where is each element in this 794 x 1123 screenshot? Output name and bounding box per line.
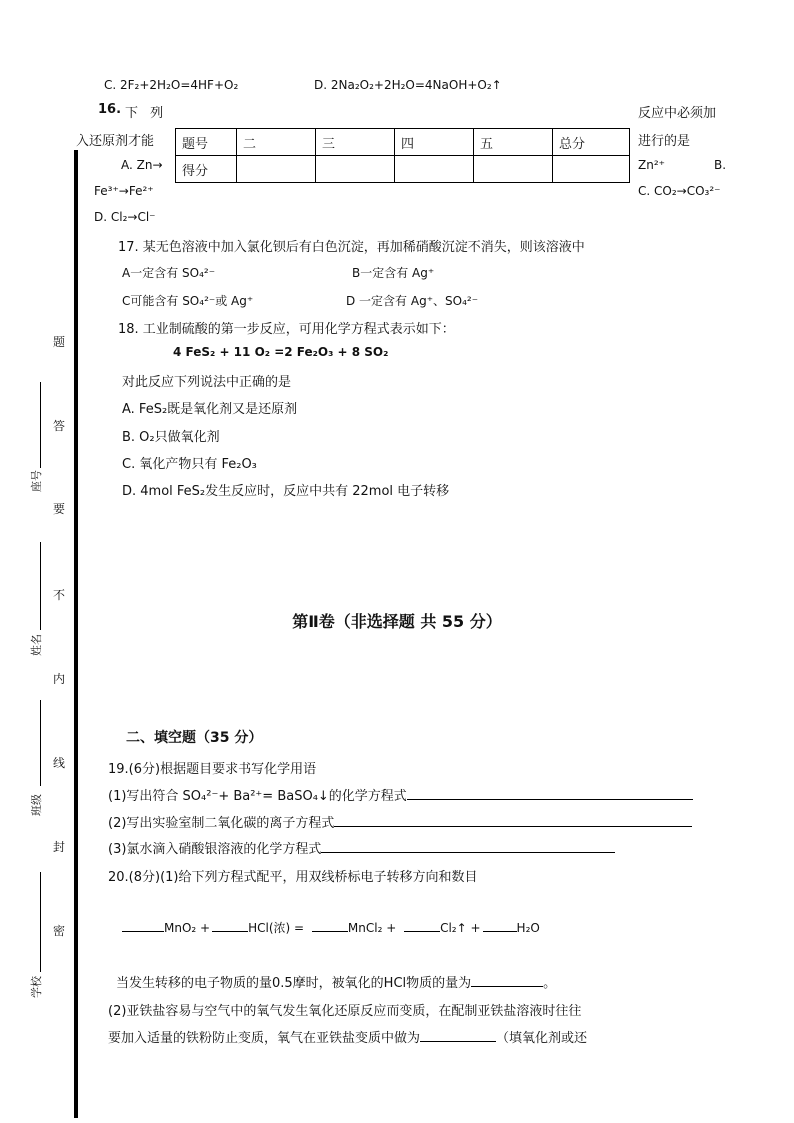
q20-part1-answer-line[interactable] [471,974,543,987]
score-table-cell: 总分 [553,129,630,156]
q16-option-c: C. CO₂→CO₃²⁻ [638,184,721,198]
q16-option-b-label: B. [714,158,727,172]
q16-stem-right2: 进行的是 [638,134,691,149]
q18-option-c: C. 氧化产物只有 Fe₂O₃ [122,457,257,472]
q20-part2-end: （填氧化剂或还 [496,1031,588,1046]
coef-blank[interactable] [122,919,164,932]
q19-part3-answer-line[interactable] [321,840,615,853]
seal-char: 不 [52,588,65,602]
score-entry-cell[interactable] [395,156,474,183]
q20-part2-line2 [108,1027,587,1046]
q18-option-b: B. O₂只做氧化剂 [122,430,220,445]
coef-blank[interactable] [212,919,248,932]
seal-char: 要 [52,502,65,516]
q17-option-a: A一定含有 SO₄²⁻ [122,266,216,280]
q19-part2-text: (2)写出实验室制二氧化碳的离子方程式 [108,816,335,831]
q17-option-c: C可能含有 SO₄²⁻或 Ag⁺ [122,294,254,308]
q20-equation [122,919,540,936]
seat-number-label: 座号 [30,470,43,492]
eq-term: Cl₂↑ + [440,921,481,935]
coef-blank[interactable] [483,919,517,932]
q20-part2-line1: (2)亚铁盐容易与空气中的氧气发生氧化还原反应而变质，在配制亚铁盐溶液时往往 [108,1004,582,1019]
score-table-cell: 题号 [176,129,237,156]
section-title: 第Ⅱ卷（非选择题 共 55 分） [292,612,502,631]
score-entry-cell[interactable] [316,156,395,183]
score-table-cell: 得分 [176,156,237,183]
score-entry-cell[interactable] [474,156,553,183]
q16-number: 16. [98,102,122,117]
q16-option-d: D. Cl₂→Cl⁻ [94,210,156,224]
seal-char: 内 [52,672,65,686]
q17-stem: 17. 某无色溶液中加入氯化钡后有白色沉淀，再加稀硝酸沉淀不消失，则该溶液中 [118,240,585,255]
q20-part1-text: 当发生转移的电子物质的量0.5摩时，被氧化的HCl物质的量为 [116,976,472,991]
q17-option-b: B一定含有 Ag⁺ [352,266,435,280]
q20-part2-text: 要加入适量的铁粉防止变质，氧气在亚铁盐变质中做为 [108,1031,421,1046]
seal-char: 封 [52,840,65,854]
seal-char: 题 [52,335,65,349]
name-label: 姓名 [30,634,43,656]
class-label: 班级 [30,794,43,816]
score-table-cell: 三 [316,129,395,156]
school-label: 学校 [30,976,43,998]
q16-option-a: A. Zn→ [121,158,163,172]
q15-option-d: D. 2Na₂O₂+2H₂O=4NaOH+O₂↑ [314,78,502,92]
q18-equation: 4 FeS₂ + 11 O₂ =2 Fe₂O₃ + 8 SO₂ [173,345,389,359]
q20-part1-question [116,972,556,991]
score-entry-cell[interactable] [553,156,630,183]
q19-part3-text: (3)氯水滴入硝酸银溶液的化学方程式 [108,842,322,857]
q18-option-a: A. FeS₂既是氧化剂又是还原剂 [122,402,298,417]
binding-line [74,150,78,1118]
part2-heading: 二、填空题（35 分） [126,730,263,746]
eq-term: MnO₂ + [164,921,211,935]
q20-part1-end: 。 [543,976,557,991]
q17-option-d: D 一定含有 Ag⁺、SO₄²⁻ [346,294,479,308]
q20-stem: 20.(8分)(1)给下列方程式配平，用双线桥标电子转移方向和数目 [108,870,478,885]
score-entry-cell[interactable] [237,156,316,183]
q16-stem-start: 下 列 [125,106,168,121]
seal-char: 线 [52,756,65,770]
class-line[interactable] [40,700,41,786]
q18-prompt: 对此反应下列说法中正确的是 [122,375,292,390]
q18-stem: 18. 工业制硫酸的第一步反应，可用化学方程式表示如下： [118,322,455,337]
score-table-header-row [176,129,630,156]
coef-blank[interactable] [404,919,440,932]
q19-part1-answer-line[interactable] [407,787,693,800]
school-line[interactable] [40,872,41,972]
seal-char: 密 [52,924,65,938]
q18-option-d: D. 4mol FeS₂发生反应时，反应中共有 22mol 电子转移 [122,484,450,499]
q19-part2 [108,812,692,831]
seat-number-line[interactable] [40,382,41,468]
q20-part2-answer-line[interactable] [420,1029,496,1042]
q19-part1 [108,785,693,804]
q16-option-a-product: Zn²⁺ [638,158,665,172]
q19-part1-text: (1)写出符合 SO₄²⁻+ Ba²⁺= BaSO₄↓的化学方程式 [108,789,407,804]
score-table-cell: 二 [237,129,316,156]
q19-stem: 19.(6分)根据题目要求书写化学用语 [108,762,317,777]
q19-part3 [108,838,615,857]
score-table [175,128,630,183]
coef-blank[interactable] [312,919,348,932]
q16-stem-right: 反应中必须加 [638,106,717,121]
q19-part2-answer-line[interactable] [334,814,692,827]
eq-term: H₂O [516,921,540,935]
seal-char: 答 [52,419,65,433]
score-table-score-row [176,156,630,183]
score-table-cell: 五 [474,129,553,156]
q16-option-b: Fe³⁺→Fe²⁺ [94,184,154,198]
eq-term: MnCl₂ + [347,921,397,935]
eq-term: HCl(浓) = [248,921,305,935]
q16-stem-left2: 入还原剂才能 [76,134,155,149]
score-table-cell: 四 [395,129,474,156]
q15-option-c: C. 2F₂+2H₂O=4HF+O₂ [104,78,239,92]
